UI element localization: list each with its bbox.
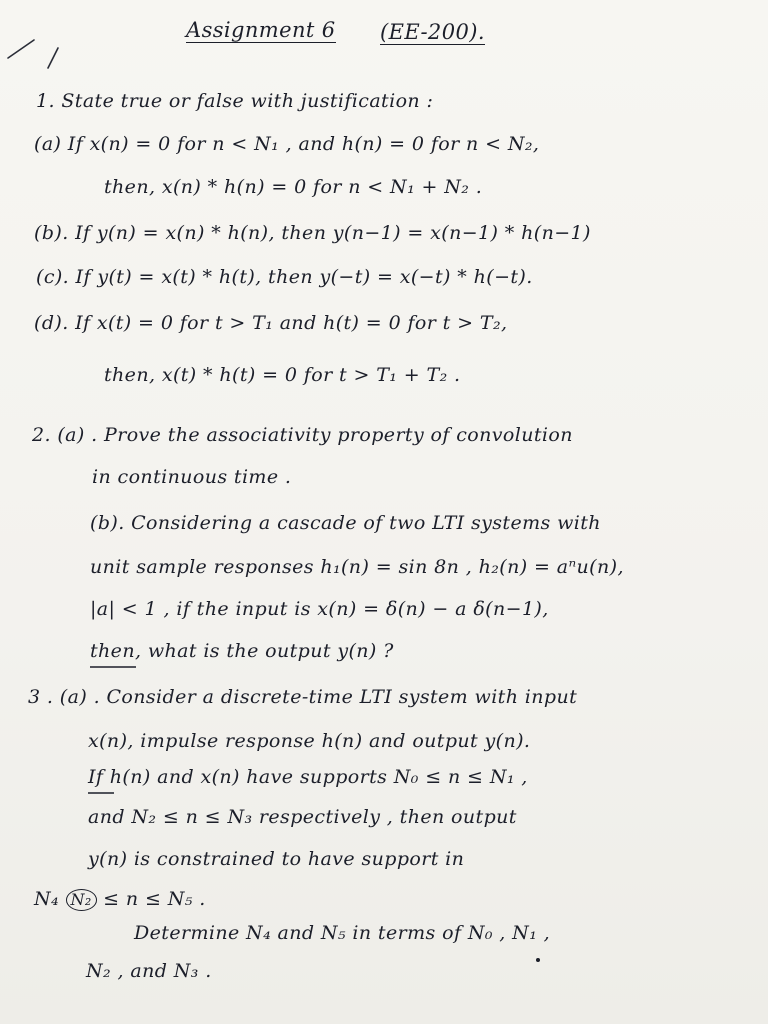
course-code-text: (EE-200). — [380, 20, 485, 44]
q2b-line4-text: then, what is the output y(n) ? — [90, 640, 394, 662]
pen-stroke-mark — [4, 18, 64, 78]
q3-line6 — [34, 888, 206, 911]
underline-if-stroke — [88, 790, 118, 796]
q1b-line: (b). If y(n) = x(n) * h(n), then y(n−1) = x(n−1) * h(n−1) — [34, 222, 591, 244]
ink-dot — [536, 958, 540, 962]
q3-line6-right: ≤ n ≤ N₅ . — [103, 888, 206, 910]
q2a-line1: 2. (a) . Prove the associativity property of convolution — [32, 424, 573, 446]
q3-line8: N₂ , and N₃ . — [86, 960, 212, 982]
q3-line1: 3 . (a) . Consider a discrete-time LTI system with input — [28, 686, 578, 708]
q1a-line1: (a) If x(n) = 0 for n < N₁ , and h(n) = 0 for n < N₂, — [34, 133, 540, 155]
course-code — [380, 20, 485, 44]
q3-line3: If h(n) and x(n) have supports N₀ ≤ n ≤ N₁ , — [88, 766, 528, 788]
underline-then-stroke — [90, 664, 140, 670]
q1d-line2: then, x(t) * h(t) = 0 for t > T₁ + T₂ . — [104, 364, 461, 386]
q2b-line1: (b). Considering a cascade of two LTI systems with — [90, 512, 601, 534]
q3-line7: Determine N₄ and N₅ in terms of N₀ , N₁ , — [134, 922, 551, 944]
q1a-line2: then, x(n) * h(n) = 0 for n < N₁ + N₂ . — [104, 176, 483, 198]
assignment-title-text: Assignment 6 — [186, 18, 336, 42]
q1d-line1: (d). If x(t) = 0 for t > T₁ and h(t) = 0 for t > T₂, — [34, 312, 508, 334]
q2a-line2: in continuous time . — [92, 466, 292, 488]
q3-line5: y(n) is constrained to have support in — [88, 848, 465, 870]
circled-n2: N₂ — [66, 889, 97, 911]
q2b-line4 — [90, 640, 394, 662]
q2b-line3: |a| < 1 , if the input is x(n) = δ(n) − a δ(n−1), — [90, 598, 549, 620]
q1c-line: (c). If y(t) = x(t) * h(t), then y(−t) = x(−t) * h(−t). — [36, 266, 533, 288]
q3-line2: x(n), impulse response h(n) and output y(n). — [88, 730, 531, 752]
assignment-title — [186, 18, 336, 42]
q3-line4: and N₂ ≤ n ≤ N₃ respectively , then output — [88, 806, 517, 828]
q2b-line2: unit sample responses h₁(n) = sin 8n , h₂(n) = aⁿu(n), — [90, 556, 624, 578]
q3-line6-left: N₄ — [34, 888, 60, 910]
q1-heading: 1. State true or false with justification : — [36, 90, 434, 112]
